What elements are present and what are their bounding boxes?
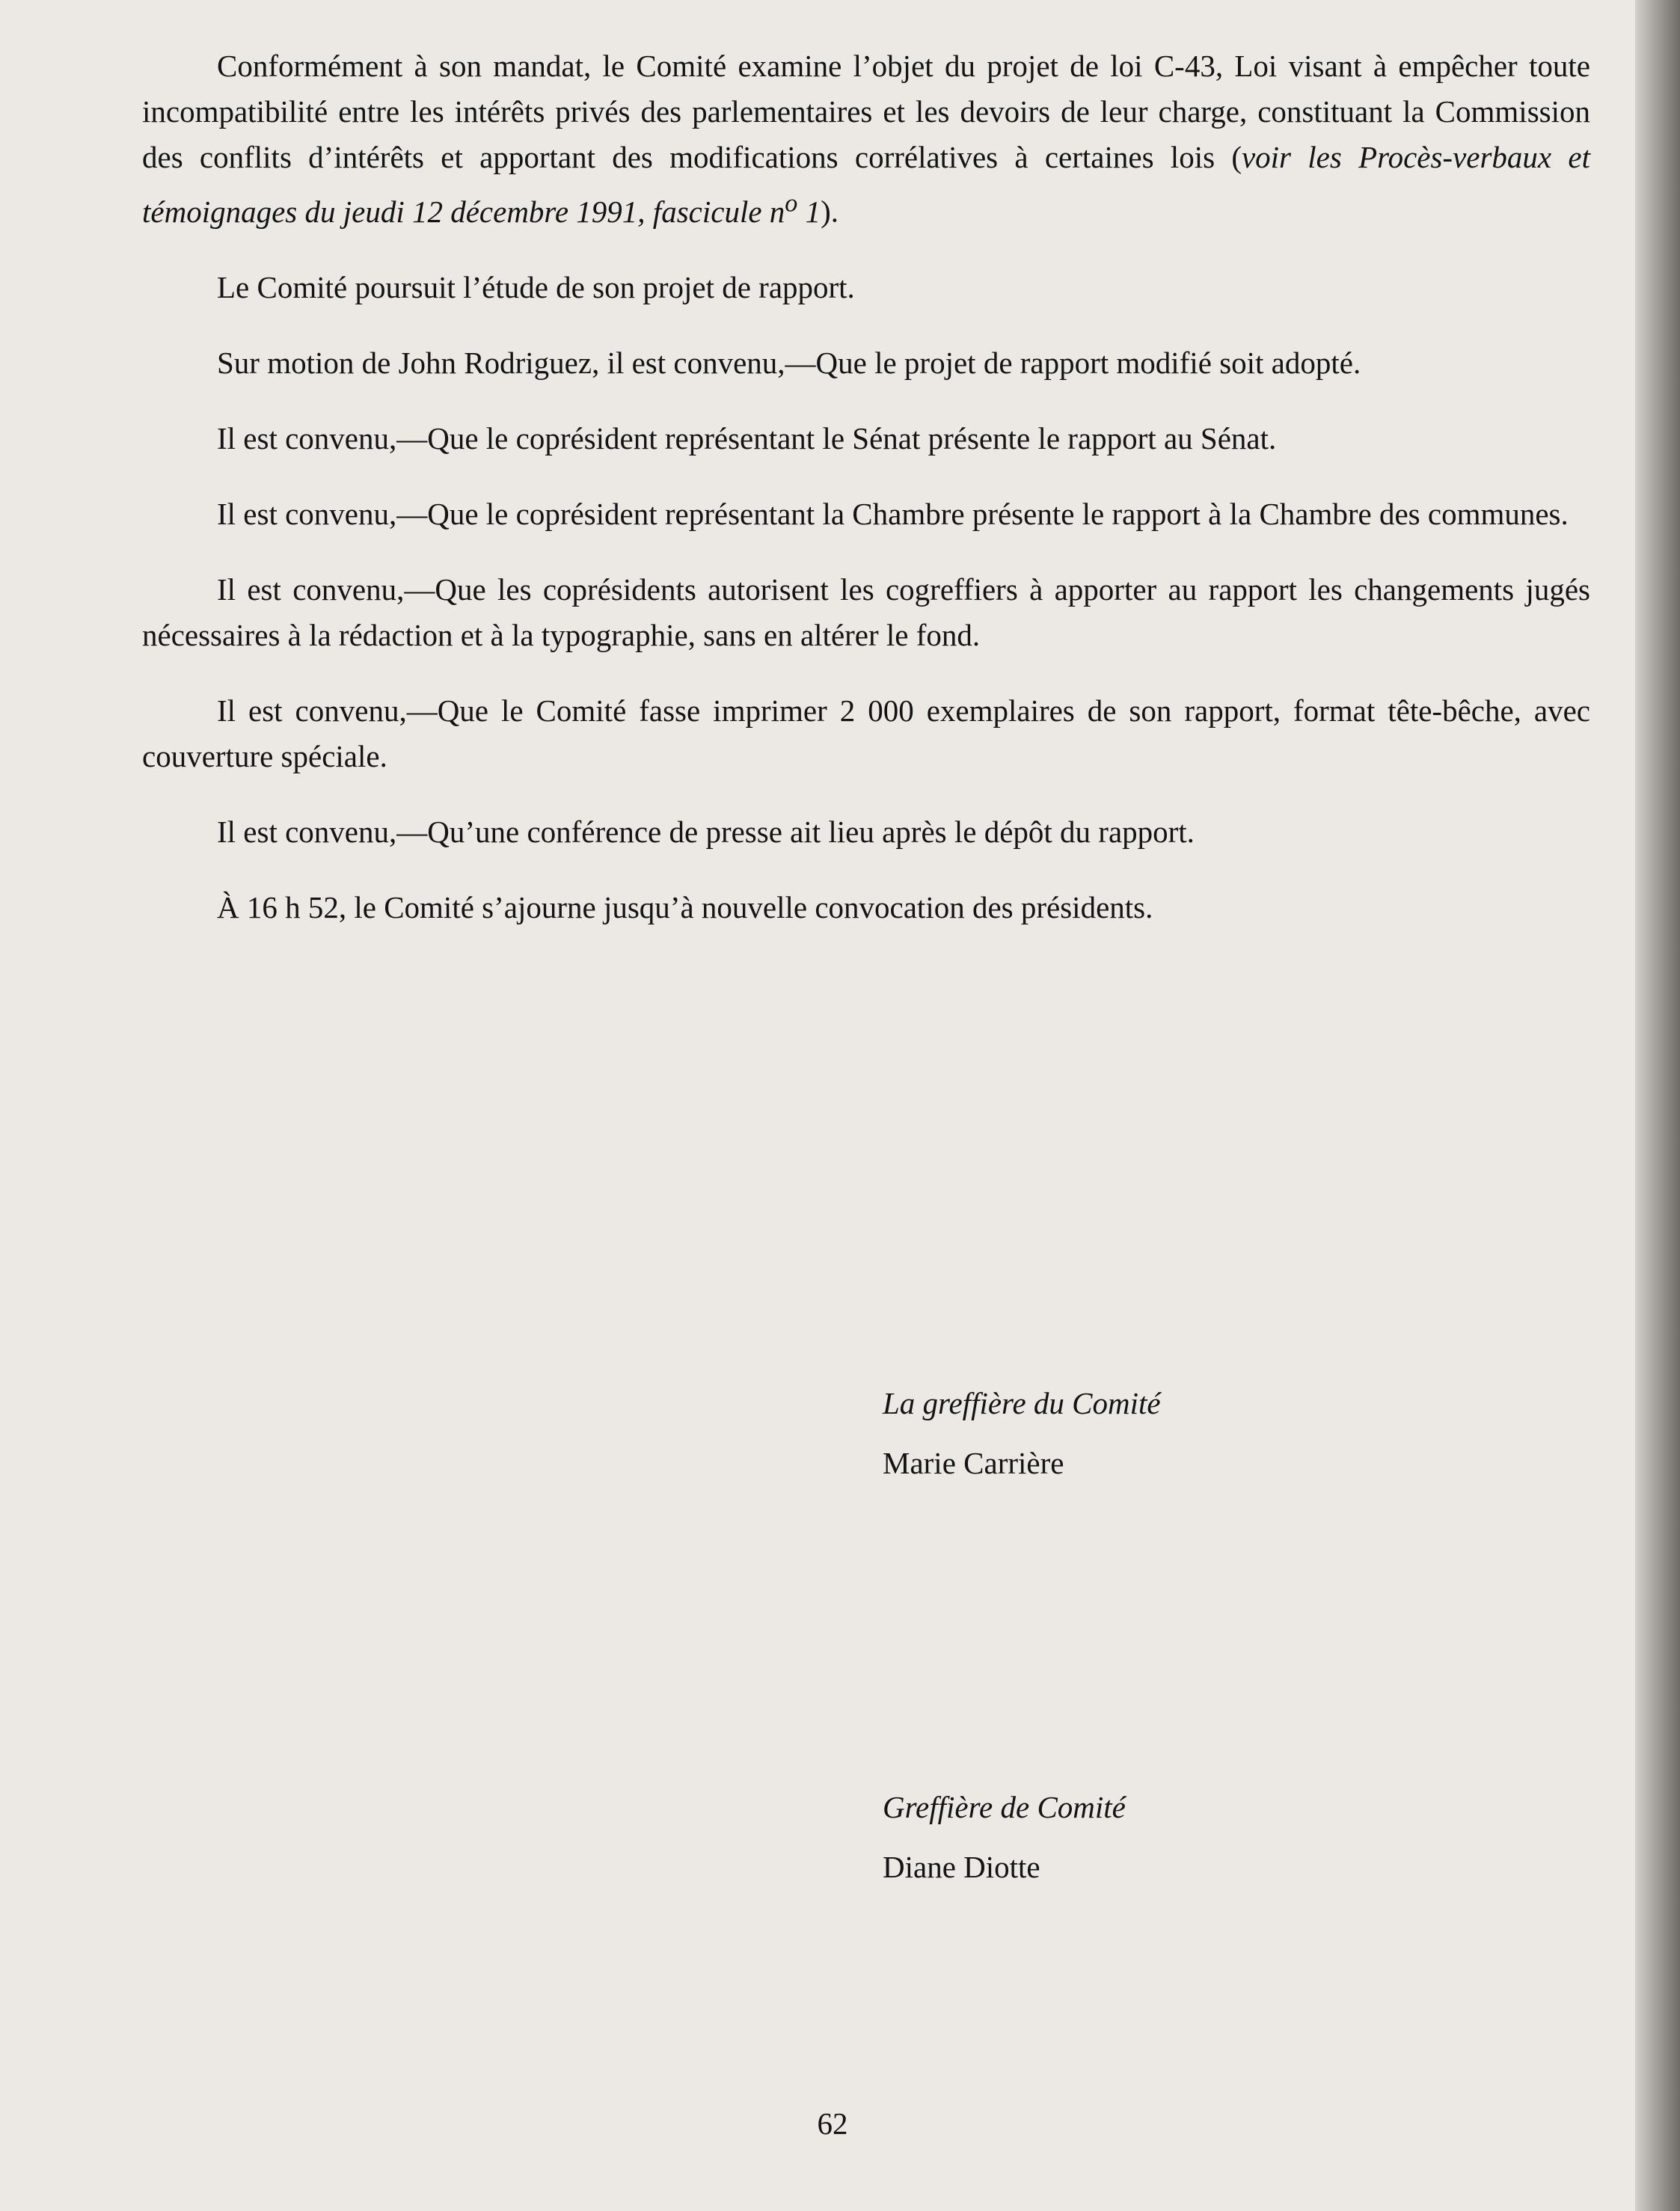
paragraph-senate-presentation: Il est convenu,—Que le coprésident représentant le Sénat présente le rapport au Sénat.: [217, 420, 1277, 456]
paragraph-mandate-issue-number: 1: [797, 194, 821, 229]
paragraph-house-presentation: Il est convenu,—Que le coprésident représentant la Chambre présente le rapport à la Chambre des communes.: [217, 496, 1569, 531]
paragraph-mandate-end: ).: [821, 194, 839, 229]
paragraph-press-conference: Il est convenu,—Qu’une conférence de presse ait lieu après le dépôt du rapport.: [217, 814, 1195, 849]
page-edge-shadow: [1635, 0, 1680, 2211]
signature-role-committee-clerk: La greffière du Comité: [883, 1386, 1161, 1420]
signature-role-second-clerk: Greffière de Comité: [883, 1790, 1126, 1824]
paragraph-mandate: [142, 43, 1590, 235]
document-body: [142, 43, 1590, 930]
paragraph-printing: Il est convenu,—Que le Comité fasse imprimer 2 000 exemplaires de son rapport, format tête-bêche, avec couverture spéciale.: [142, 693, 1590, 773]
signature-name-diane-diotte: Diane Diotte: [883, 1850, 1040, 1884]
paragraph-mandate-text: Conformément à son mandat, le Comité examine l’objet du projet de loi C-43, Loi visant à empêcher toute incompatibilité entre les intérêts privés des parlementaires et les devoirs de leur charge, constituant la Commission des conflits d’intérêts et apportant des modifications corrélatives à certaines lois (: [142, 49, 1590, 174]
paragraph-report-study: Le Comité poursuit l’étude de son projet de rapport.: [217, 269, 855, 304]
paragraph-adjournment: À 16 h 52, le Comité s’ajourne jusqu’à nouvelle convocation des présidents.: [217, 889, 1153, 924]
paragraph-mandate-superscript: o: [785, 189, 798, 217]
paragraph-mandate-reference-text: voir les Procès-verbaux et témoignages du jeudi 12 décembre 1991, fascicule n: [142, 140, 1590, 229]
paragraph-motion-adopted: Sur motion de John Rodriguez, il est convenu,—Que le projet de rapport modifié soit adopté.: [217, 345, 1361, 380]
page-number: [0, 2106, 1680, 2141]
signature-name-marie-carriere: Marie Carrière: [883, 1446, 1064, 1480]
page-number-text: 62: [817, 2106, 848, 2141]
paragraph-clerks-changes: Il est convenu,—Que les coprésidents autorisent les cogreffiers à apporter au rapport les changements jugés nécessaires à la rédaction et à la typographie, sans en altérer le fond.: [142, 571, 1590, 652]
